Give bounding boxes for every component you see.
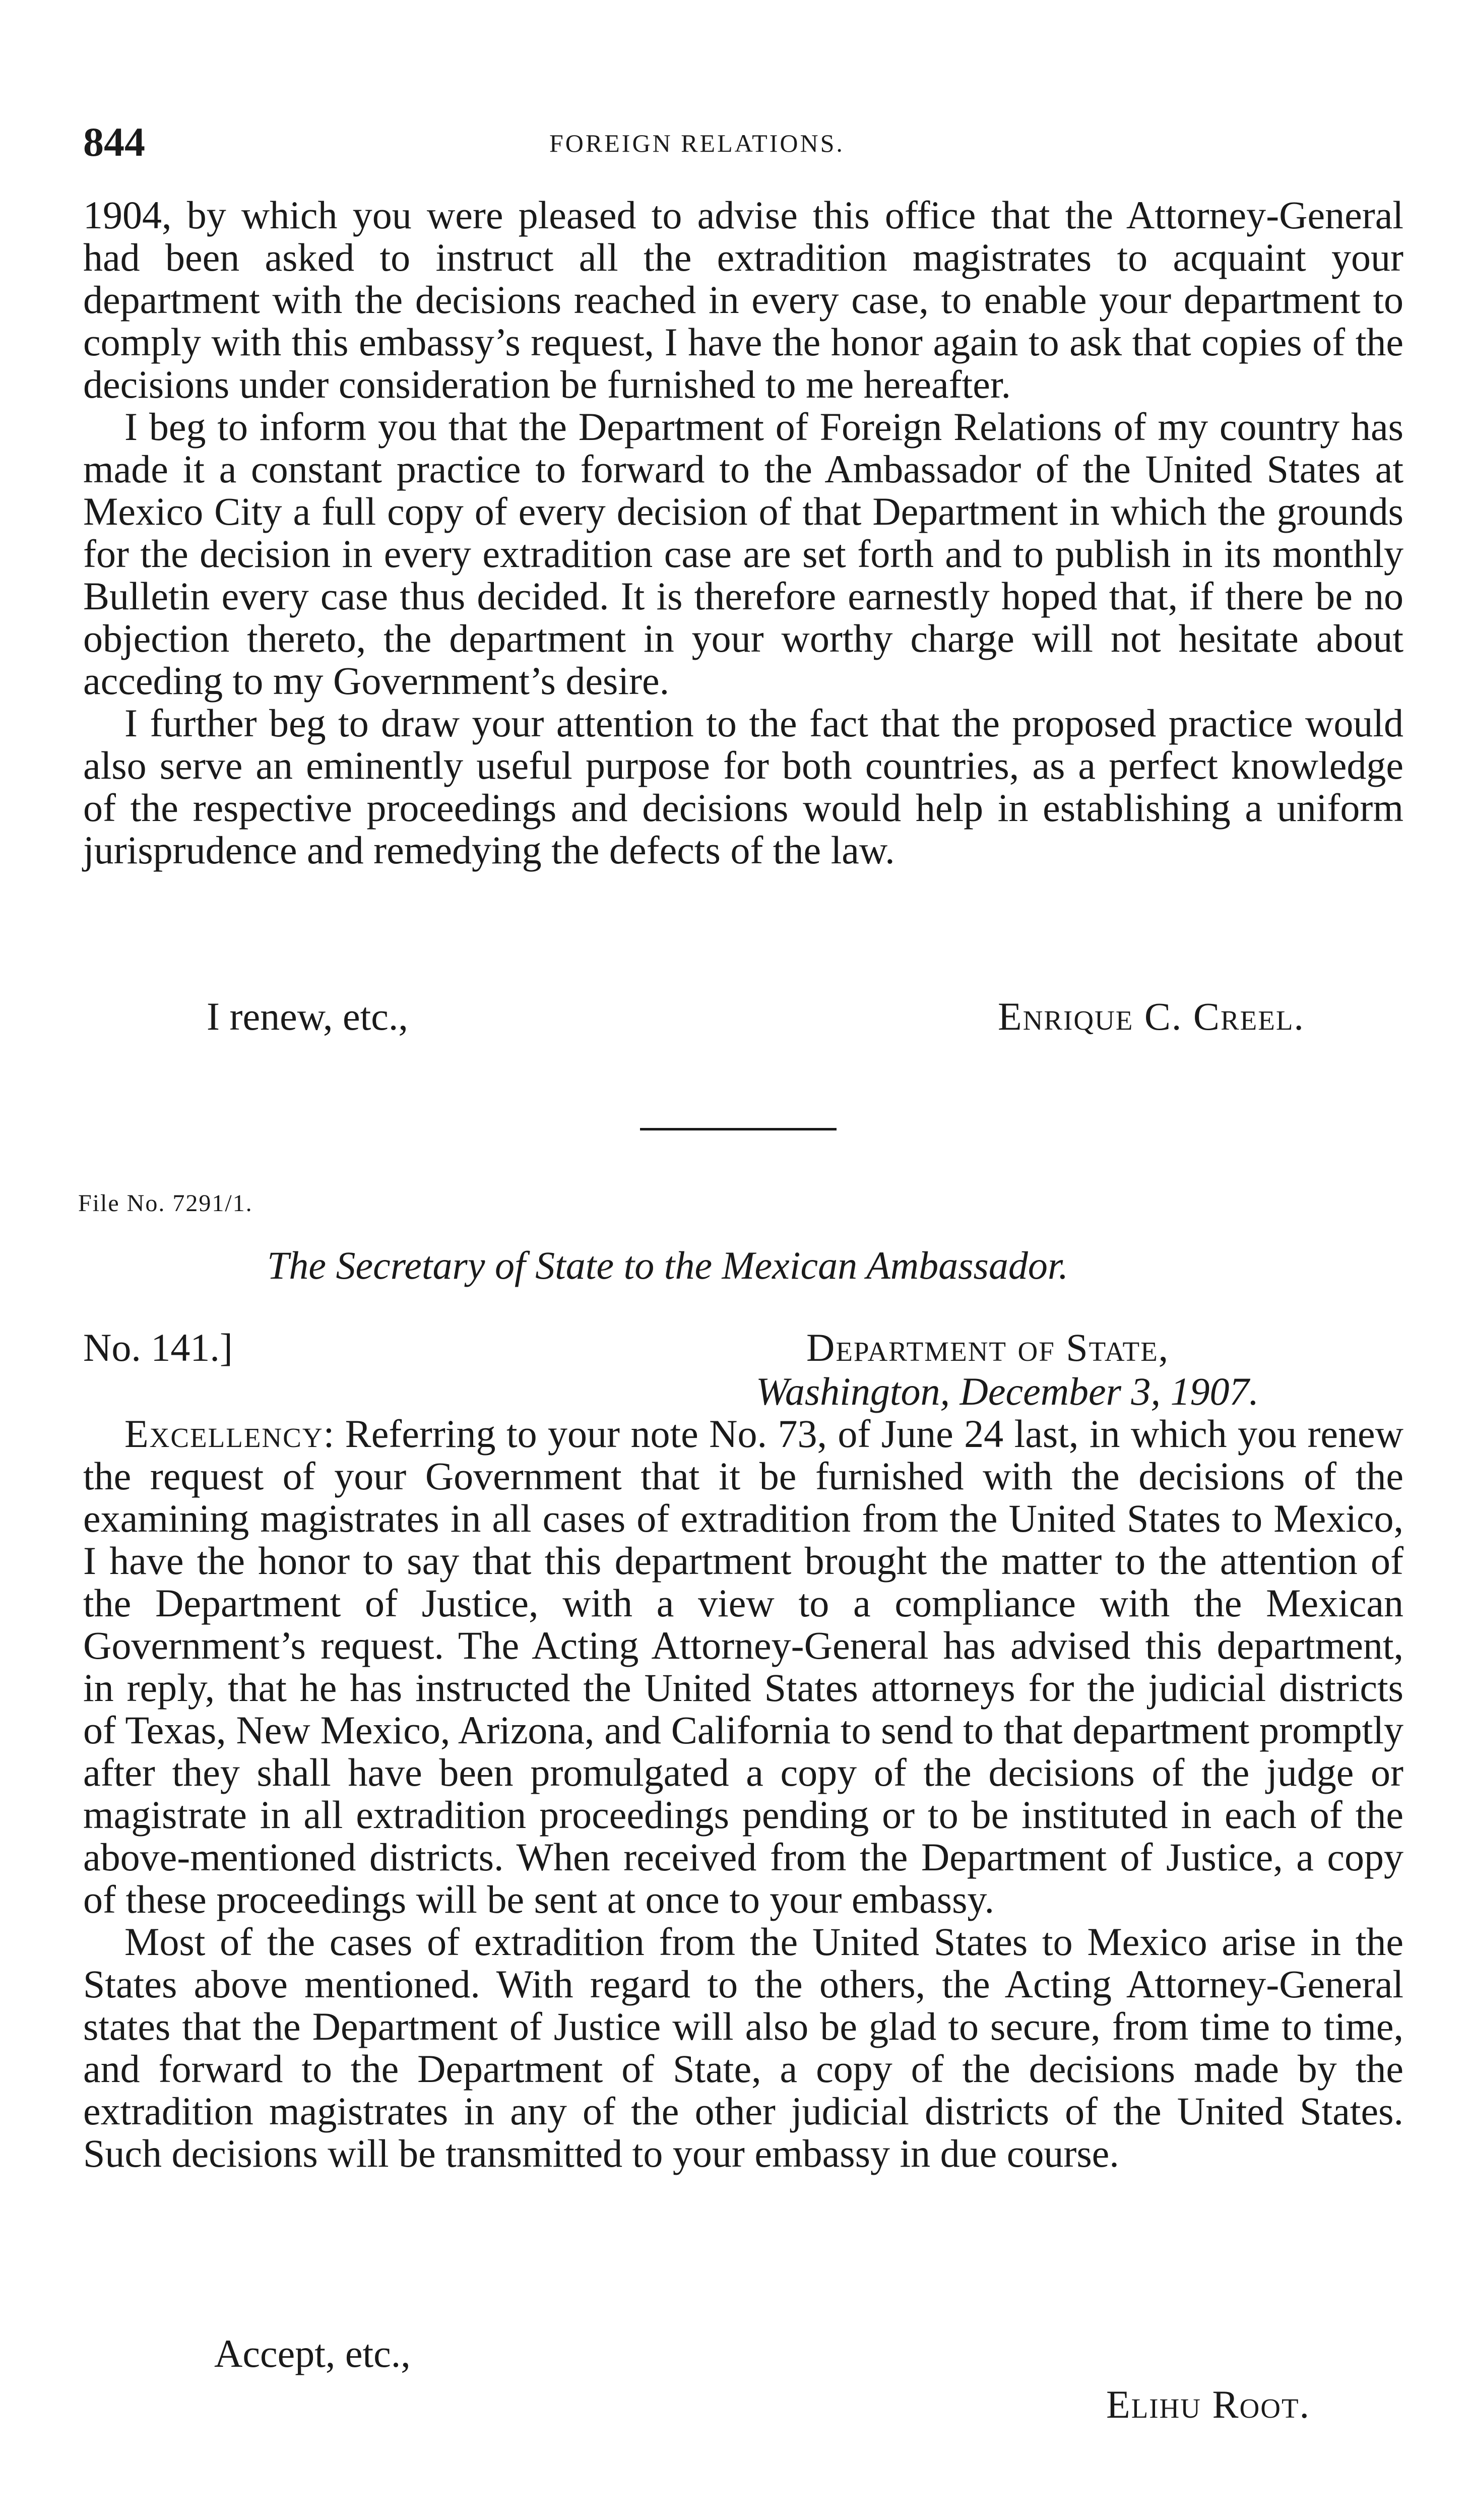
second-letter-body bbox=[83, 1413, 1403, 2175]
second-letter-closing: Accept, etc., bbox=[214, 2332, 411, 2375]
department-heading: Department of State, bbox=[806, 1326, 1170, 1369]
page-header bbox=[83, 117, 1403, 172]
salutation: Excellency bbox=[124, 1412, 324, 1456]
second-letter-paragraph-2: Most of the cases of extradition from the United States to Mexico arise in the States above mentioned. With regard to the others, the Acting Attorney-General states that the Department of Justice will also be glad to secure, from time to time, and forward to the Department of State, a copy of the decisions made by the extradition magistrates in any of the other judicial districts of the United States. Such decisions will be transmitted to your embassy in due course. bbox=[83, 1920, 1403, 2175]
first-letter-paragraph-1: 1904, by which you were pleased to advise this office that the Attorney-General had been asked to instruct all the extradition magistrates to acquaint your department with the decisions reached in every case, to enable your department to comply with this embassy’s request, I have the honor again to ask that copies of the decisions under consideration be furnished to me hereafter. bbox=[83, 193, 1403, 406]
section-divider bbox=[640, 1128, 837, 1130]
letter-subject: The Secretary of State to the Mexican Ambassador. bbox=[267, 1243, 1069, 1287]
second-letter-paragraph-1-text: : Referring to your note No. 73, of June 24 last, in which you renew the request of your Government that it be furnished with the decisions of the examining magistrates in all cases of extradition from the United States to Mexico, I have the honor to say that this department brought the matter to the attention of the Department of Justice, with a view to a compliance with the Mexican Government’s request. The Acting Attorney-General has advised this department, in reply, that he has instructed the United States attorneys for the judicial districts of Texas, New Mexico, Arizona, and California to send to that department promptly after they shall have been promulgated a copy of the decisions of the judge or magistrate in all extradition proceedings pending or to be instituted in each of the above-mentioned districts. When received from the Department of Justice, a copy of these proceedings will be sent at once to your embassy. bbox=[83, 1412, 1403, 1921]
first-letter-closing: I renew, etc., bbox=[207, 994, 408, 1038]
place-date: Washington, December 3, 1907. bbox=[756, 1369, 1259, 1413]
first-letter-signature: Enrique C. Creel. bbox=[998, 994, 1305, 1038]
first-letter-body bbox=[83, 194, 1403, 871]
first-letter-paragraph-2: I beg to inform you that the Department of Foreign Relations of my country has made it a constant practice to forward to the Ambassador of the United States at Mexico City a full copy of every decision of that Department in which the grounds for the decision in every extradition case are set forth and to publish in its monthly Bulletin every case thus decided. It is therefore earnestly hoped that, if there be no objection thereto, the department in your worthy charge will not hesitate about acceding to my Government’s desire. bbox=[83, 405, 1403, 703]
second-letter-signature: Elihu Root. bbox=[1106, 2382, 1311, 2426]
first-letter-paragraph-3: I further beg to draw your attention to the fact that the proposed practice would also serve an eminently useful purpose for both countries, as a perfect knowledge of the respective proceedings and decisions would help in establishing a uniform jurisprudence and remedying the defects of the law. bbox=[83, 701, 1403, 872]
first-letter-closing-row bbox=[83, 995, 1403, 1046]
running-head: FOREIGN RELATIONS. bbox=[549, 129, 845, 157]
page-number: 844 bbox=[83, 119, 145, 165]
second-letter-paragraph-1 bbox=[83, 1413, 1403, 1921]
letter-number: No. 141.] bbox=[83, 1326, 233, 1369]
file-number: File No. 7291/1. bbox=[78, 1190, 253, 1217]
